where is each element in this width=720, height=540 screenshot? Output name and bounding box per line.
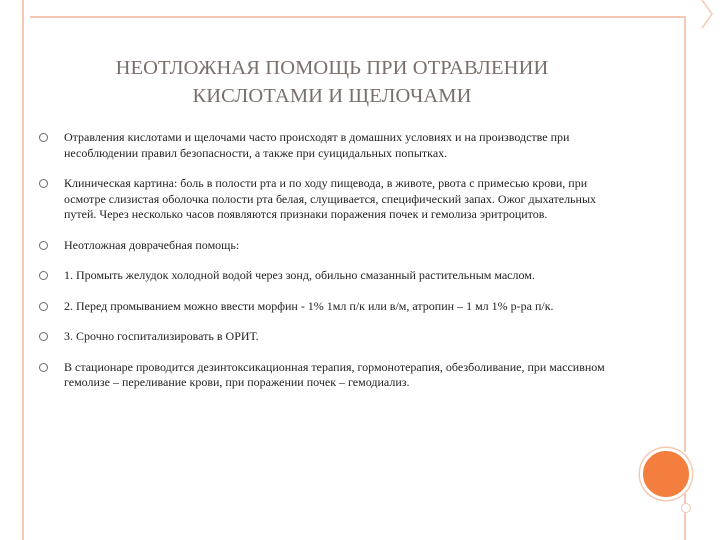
list-item [36,176,620,223]
bullet-circle-icon [39,241,48,250]
decorative-circle-icon [640,448,692,500]
frame-chevron-icon [700,0,720,40]
list-item [36,238,620,254]
slide-title-line-2: КИСЛОТАМИ И ЩЕЛОЧАМИ [192,85,472,107]
bullet-circle-icon [39,271,48,280]
list-item-text: 1. Промыть желудок холодной водой через зонд, обильно смазанный растительным маслом. [64,268,535,282]
list-item-text: В стационаре проводится дезинтоксикационная терапия, гормонотерапия, обезболивание, при массивном гемолизе – переливание крови, при поражении почек – гемодиализ. [64,359,605,389]
bullet-circle-icon [39,332,48,341]
frame-right-rule [684,16,686,452]
list-item-text: Клиническая картина: боль в полости рта и по ходу пищевода, в животе, рвота с примесью крови, при осмотре слизистая оболочка полости рта белая, слущивается, специфический запах. Ожог дыхательных путей. Через несколько часов появляются признаки поражения почек и гемолиза эритроцитов. [64,176,597,221]
bullet-circle-icon [39,363,48,372]
decorative-small-circle-icon [681,503,691,513]
list-item-text: 2. Перед промыванием можно ввести морфин - 1% 1мл п/к или в/м, атропин – 1 мл 1% р-ра п/к. [64,298,554,313]
slide-title [36,54,628,110]
list-item [36,268,620,284]
bullet-circle-icon [39,179,48,188]
bullet-list [36,130,620,406]
list-item-text: Отравления кислотами и щелочами часто происходят в домашних условиях и на производстве при несоблюдении правил безопасности, а также при суицидальных попытках. [64,130,570,160]
list-item-text: Неотложная доврачебная помощь: [64,237,240,252]
slide-title-line-1: НЕОТЛОЖНАЯ ПОМОЩЬ ПРИ ОТРАВЛЕНИИ [115,57,549,79]
list-item [36,130,620,161]
frame-left-rule [22,0,24,540]
frame-top-rule [30,16,685,18]
frame-right-rule-lower [684,490,686,540]
list-item-text: 3. Срочно госпитализировать в ОРИТ. [64,329,259,343]
list-item [36,299,620,315]
bullet-circle-icon [39,133,48,142]
list-item [36,329,620,345]
list-item [36,360,620,391]
bullet-circle-icon [39,302,48,311]
